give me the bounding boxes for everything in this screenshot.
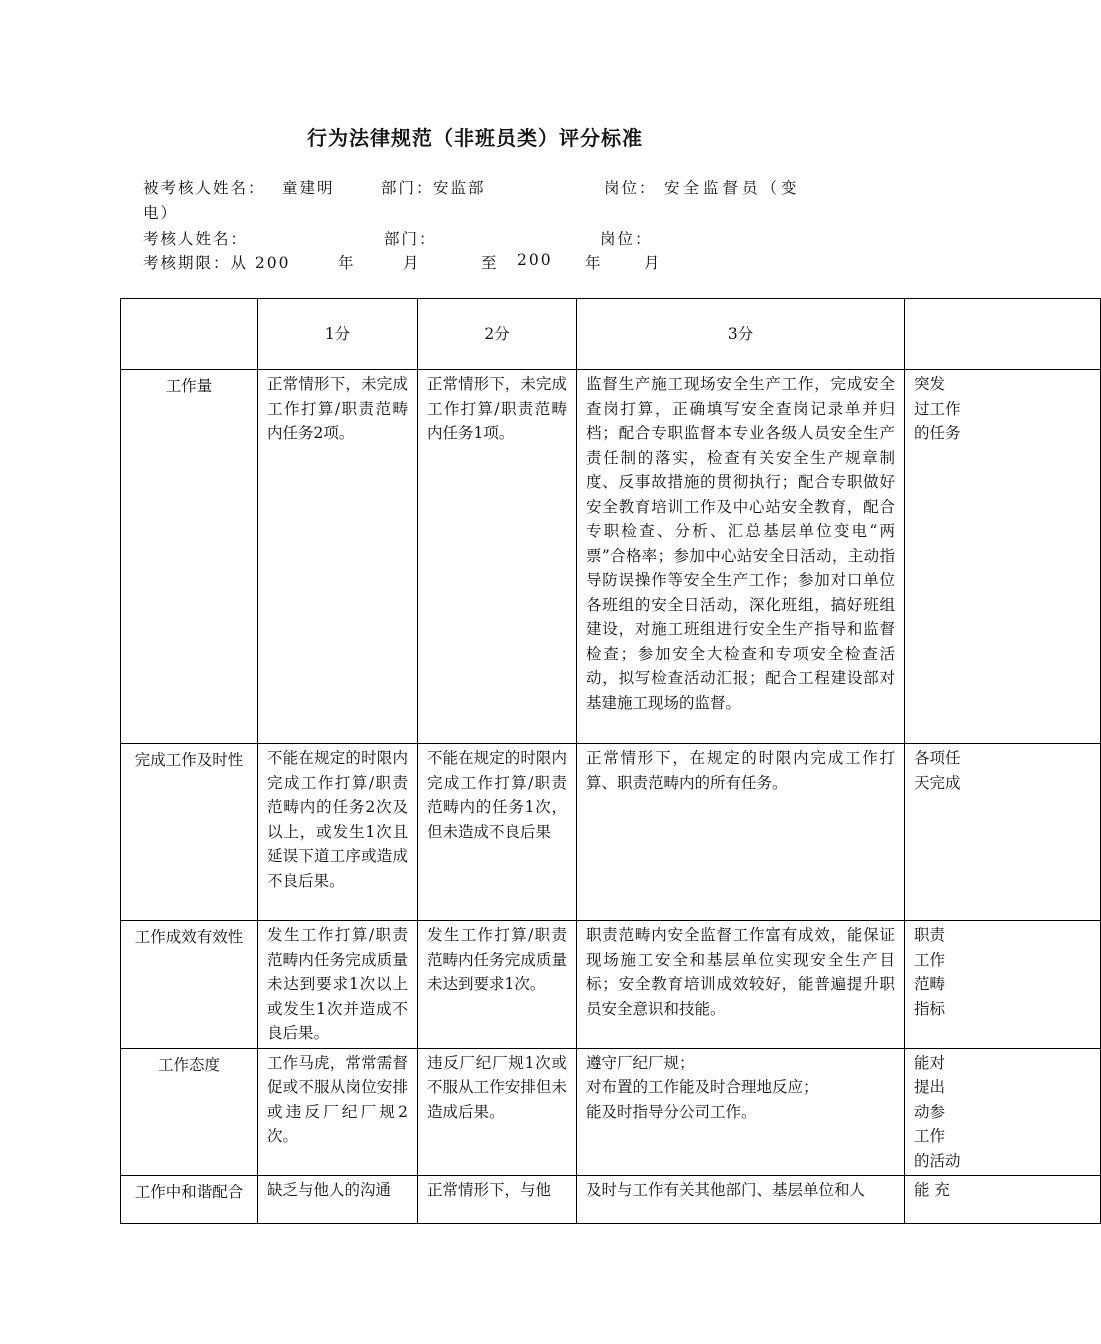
cell-line: 动参 [914,1102,946,1121]
column-header-2-points: 2分 [418,299,577,370]
table-cell: 职责范畴内安全监督工作富有成效，能保证现场施工安全和基层单位实现安全生产目标；安全教育培训成效较好，能普遍提升职员安全意识和技能。 [577,921,905,1049]
table-cell: 正常情形下，未完成工作打算/职责范畴内任务2项。 [258,370,418,744]
period-year-2: 年 [585,254,603,272]
table-cell [905,921,1101,1049]
table-cell: 发生工作打算/职责范畴内任务完成质量未达到要求1次以上或发生1次并造成不良后果。 [258,921,418,1049]
cell-line: 遵守厂纪厂规； [586,1053,695,1072]
row-criterion: 工作量 [121,370,258,744]
cell-line: 天完成 [914,773,961,792]
cell-line: 能及时指导分公司工作。 [586,1102,757,1121]
examiner-position-label: 岗位： [600,230,653,248]
cell-line: 的活动 [914,1151,961,1170]
table-cell: 缺乏与他人的沟通 [258,1176,418,1224]
table-cell: 监督生产施工现场安全生产工作，完成安全查岗打算，正确填写安全查岗记录单并归档；配合专职监督本专业各级人员安全生产责任制的落实，检查有关安全生产规章制度、反事故措施的贯彻执行；配合专职做好安全教育培训工作及中心站安全教育，配合专职检查、分析、汇总基层单位变电“两票”合格率；参加中心站安全日活动，主动指导防误操作等安全生产工作；参加对口单位各班组的安全日活动，深化班组，搞好班组建设，对施工班组进行安全生产指导和监督检查；参加安全大检查和专项安全检查活动，拟写检查活动汇报；配合工程建设部对基建施工现场的监督。 [577,370,905,744]
cell-line: 职责 [914,926,946,944]
examinee-dept: 安监部 [433,179,486,197]
cell-line: 突发 [914,375,946,393]
period-label: 考核期限：从 200 [143,254,291,272]
cell-line: 过工作 [914,399,961,418]
cell-line: 对布置的工作能及时合理地反应； [586,1078,819,1096]
cell-line: 能对 [914,1053,946,1072]
table-cell: 及时与工作有关其他部门、基层单位和人 [577,1176,905,1224]
table-cell [905,744,1101,921]
table-row [121,1176,1101,1224]
row-criterion: 工作成效有效性 [121,921,258,1049]
column-header-3-points: 3分 [577,299,905,370]
table-cell: 不能在规定的时限内完成工作打算/职责范畴内的任务1次，但未造成不良后果 [418,744,577,921]
scoring-table [120,298,1101,1224]
table-cell: 正常情形下，未完成工作打算/职责范畴内任务1项。 [418,370,577,744]
table-cell: 违反厂纪厂规1次或不服从工作安排但未造成后果。 [418,1048,577,1176]
period-year-1: 年 [338,254,356,272]
examinee-position-cont: 电） [143,204,179,222]
cell-line: 的任务 [914,424,961,442]
column-header-1-point: 1分 [258,299,418,370]
table-cell [577,1048,905,1176]
examinee-position-label: 岗位： [604,179,657,197]
examinee-name: 童建明 [282,179,335,197]
row-criterion: 完成工作及时性 [121,744,258,921]
examiner-dept-label: 部门： [384,230,437,248]
examinee-label: 被考核人姓名： [143,179,266,197]
table-cell: 工作马虎，常常需督促或不服从岗位安排或违反厂纪厂规2次。 [258,1048,418,1176]
period-to: 至 [481,254,499,272]
scoring-table-wrapper [120,298,961,1220]
table-cell [905,1048,1101,1176]
table-row [121,370,1101,744]
table-row [121,1048,1101,1176]
table-cell: 发生工作打算/职责范畴内任务完成质量未达到要求1次。 [418,921,577,1049]
page-title: 行为法律规范（非班员类）评分标准 [307,126,643,150]
cell-line: 范畴 [914,975,946,993]
column-header [905,299,1101,370]
examinee-dept-label: 部门： [381,179,434,197]
examiner-label: 考核人姓名： [143,230,249,248]
table-cell: 不能在规定的时限内完成工作打算/职责范畴内的任务2次及以上，或发生1次且延误下道工序或造成不良后果。 [258,744,418,921]
table-cell [905,1176,1101,1224]
period-200: 200 [517,251,553,269]
column-header [121,299,258,370]
row-criterion: 工作中和谐配合 [121,1176,258,1224]
cell-line: 工作 [914,950,946,969]
cell-line: 工作 [914,1127,946,1145]
cell-line: 能 充 [914,1181,950,1199]
period-month-1: 月 [403,254,421,272]
cell-line: 各项任 [914,749,961,767]
row-criterion: 工作态度 [121,1048,258,1176]
cell-line: 提出 [914,1078,946,1096]
table-header-row [121,299,1101,370]
table-row [121,744,1101,921]
cell-line: 指标 [914,999,946,1018]
examinee-position: 安全监督员（变 [664,179,801,197]
period-month-2: 月 [644,254,662,272]
table-cell: 正常情形下，在规定的时限内完成工作打算、职责范畴内的所有任务。 [577,744,905,921]
table-cell: 正常情形下，与他 [418,1176,577,1224]
table-row [121,921,1101,1049]
table-cell [905,370,1101,744]
